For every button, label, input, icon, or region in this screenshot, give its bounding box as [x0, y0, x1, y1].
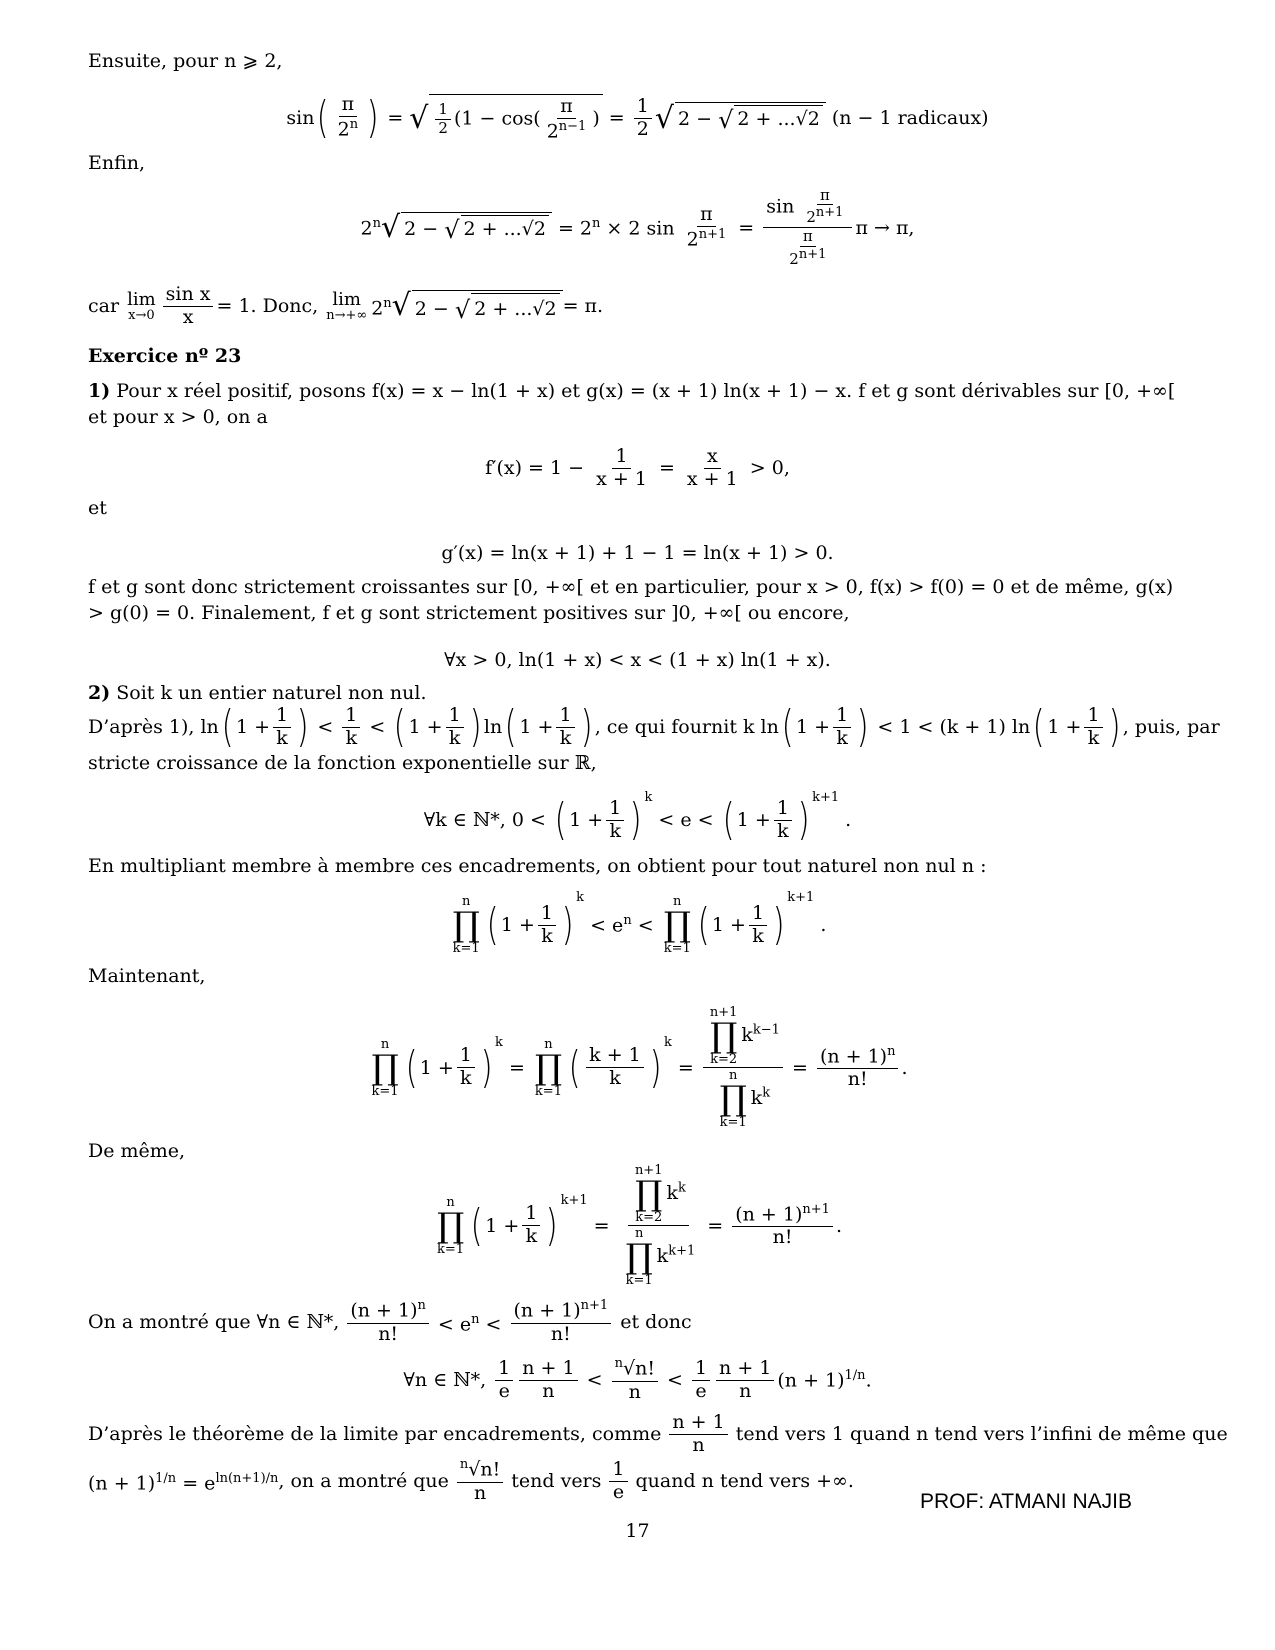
- multipliant-line: En multipliant membre à membre ces encadrements, on obtient pour tout naturel non nul n :: [88, 855, 987, 877]
- product-identity-2: n ∏ k=1 ( 1 + $\frac{1}{k}$ ) $^{k+1}$ = n+1 ∏ k=2 $k^k$ n ∏ k=1 $k^{k+1}$ = $\frac{(n + 1)^{n+1}}{n!}$ .: [437, 1163, 842, 1288]
- theoreme-start: D’après le théorème de la limite par encadrements, comme: [88, 1423, 662, 1445]
- product-identity-1: n ∏ k=1 ( 1 + $\frac{1}{k}$ ) $^k$ = n ∏ k=1 ( $\frac{k + 1}{k}$ ) $^k$ = n+1 ∏ k=2 $k^{k-1}$ n ∏ k=1 $k^k$ = $\frac{(n + 1)^n}{n!}$ .: [371, 1005, 908, 1130]
- croissantes-paragraph: f et g sont donc strictement croissantes sur [0, +∞[ et en particulier, pour x > 0, f(x) > f(0) = 0 et de même, g(x) > g(0) = 0. Finalement, f et g sont strictement positives sur ]0, +∞[ ou encore,: [88, 576, 1174, 624]
- last-mid: , on a montré que: [278, 1470, 449, 1492]
- last-end: quand n tend vers +∞.: [635, 1470, 854, 1492]
- gprime-formula: g′(x) = ln(x + 1) + 1 − 1 = ln(x + 1) > 0.: [441, 542, 834, 564]
- on-a-montre-text: On a montré que ∀n ∈ ℕ*,: [88, 1311, 340, 1333]
- part1-text: Pour x réel positif, posons f(x) = x − ln(1 + x) et g(x) = (x + 1) ln(x + 1) − x. f et g sont dérivables sur [0, +∞[ et pour x > 0, on a: [88, 380, 1176, 428]
- product-encadrement: n ∏ k=1 ( 1 + $\frac{1}{k}$ ) $^k$ < $e^n$ < n ∏ k=1 ( 1 + $\frac{1}{k}$ ) $^{k+1}$ .: [452, 890, 827, 956]
- fprime-formula: f′(x) = 1 − $\frac{1}{x + 1}$ = $\frac{x}{x + 1}$ > 0,: [485, 444, 790, 490]
- car-lim-line: car lim x→0 $\frac{\text{sin x}}{x}$ = 1. Donc, lim n→+∞ 2$^n$ √ 2 − √ 2 + ...√2 = π.: [88, 283, 604, 328]
- eq-pi: = π.: [562, 295, 604, 318]
- final-encadrement: ∀n ∈ ℕ*, $\frac{1}{e}$ $\frac{n + 1}{n}$ < $\frac{^n√n!}{n}$ < $\frac{1}{e}$ $\frac{n + 1}{n}$ $(n + 1)^{1/n}$.: [403, 1356, 872, 1403]
- part2-label: 2): [88, 682, 111, 704]
- part2-text: Soit k un entier naturel non nul.: [116, 682, 427, 704]
- exercise-title: Exercice nº 23: [88, 345, 242, 367]
- de-meme-line: De même,: [88, 1140, 186, 1162]
- on-a-montre-line: On a montré que ∀n ∈ ℕ*, $\frac{(n + 1)^n}{n!}$ < $e^n$ < $\frac{(n + 1)^{n+1}}{n!}$ et donc: [88, 1298, 692, 1345]
- theoreme-line: D’après le théorème de la limite par encadrements, comme $\frac{n + 1}{n}$ tend vers 1 quand n tend vers l’infini de même que: [88, 1410, 1228, 1456]
- arrow-pi: π → π,: [855, 216, 915, 239]
- dapres-mid: , ce qui fournit: [594, 716, 737, 738]
- maintenant-line: Maintenant,: [88, 965, 206, 987]
- part1-label: 1): [88, 380, 111, 402]
- et-donc: et donc: [620, 1311, 692, 1333]
- dapres-line: D’après 1), ln ( 1 + $\frac{1}{k}$ ) < $\frac{1}{k}$ < ( 1 + $\frac{1}{k}$ ) ln ( 1 + $\frac{1}{k}$ ) , ce qui fournit k ln ( 1 + $\frac{1}{k}$ ) < 1 < (k + 1) ln ( 1 + $\frac{1}{k}$ ) , puis, par: [88, 701, 1220, 752]
- enfin-line: Enfin,: [88, 152, 146, 174]
- author-footer: PROF: ATMANI NAJIB: [920, 1490, 1132, 1513]
- part1-paragraph: [88, 378, 1188, 430]
- stricte-line: stricte croissance de la fonction exponentielle sur ℝ,: [88, 752, 597, 774]
- donc-word: = 1. Donc,: [216, 295, 319, 318]
- ensuite-line: Ensuite, pour n ⩾ 2,: [88, 50, 283, 72]
- dapres-start: D’après 1),: [88, 716, 195, 738]
- page-number: 17: [625, 1520, 650, 1542]
- radicaux-note: (n − 1 radicaux): [831, 107, 989, 129]
- ineq-formula: ∀x > 0, ln(1 + x) < x < (1 + x) ln(1 + x).: [444, 649, 831, 671]
- car-word: car: [88, 295, 120, 318]
- theoreme-end: tend vers 1 quand n tend vers l’infini de même que: [735, 1423, 1228, 1445]
- conclusion-line: $(n + 1)^{1/n} = e^{ln(n+1)/n}$ , on a montré que $\frac{^n√n!}{n}$ tend vers $\frac{1}{e}$ quand n tend vers +∞.: [88, 1457, 854, 1504]
- last-tend: tend vers: [511, 1470, 602, 1492]
- limit-formula: 2$^n$ √ 2 − √ 2 + ...√2 = $2^n \times 2$ sin $\frac{\pi}{2^{n+1}}$ = sin $\frac{\pi}{2^{n+1}}$ $\frac{\pi}{2^{n+1}}$ π → π,: [360, 185, 915, 268]
- dapres-end: , puis, par: [1122, 716, 1220, 738]
- et-line: et: [88, 497, 107, 519]
- encadrement-k: ∀k ∈ ℕ*, 0 < ( 1 + $\frac{1}{k}$ ) $^k$ < e < ( 1 + $\frac{1}{k}$ ) $^{k+1}$ .: [423, 790, 852, 845]
- sin-formula: sin ( $\frac{\pi}{2^n}$ ) = √ $\frac{1}{2}$ (1 − cos( $\frac{\pi}{2^{n-1}}$ ) = $\frac{1}{2}$ √ 2 − √ 2 + ...√2 (n − 1 radicaux): [286, 92, 989, 143]
